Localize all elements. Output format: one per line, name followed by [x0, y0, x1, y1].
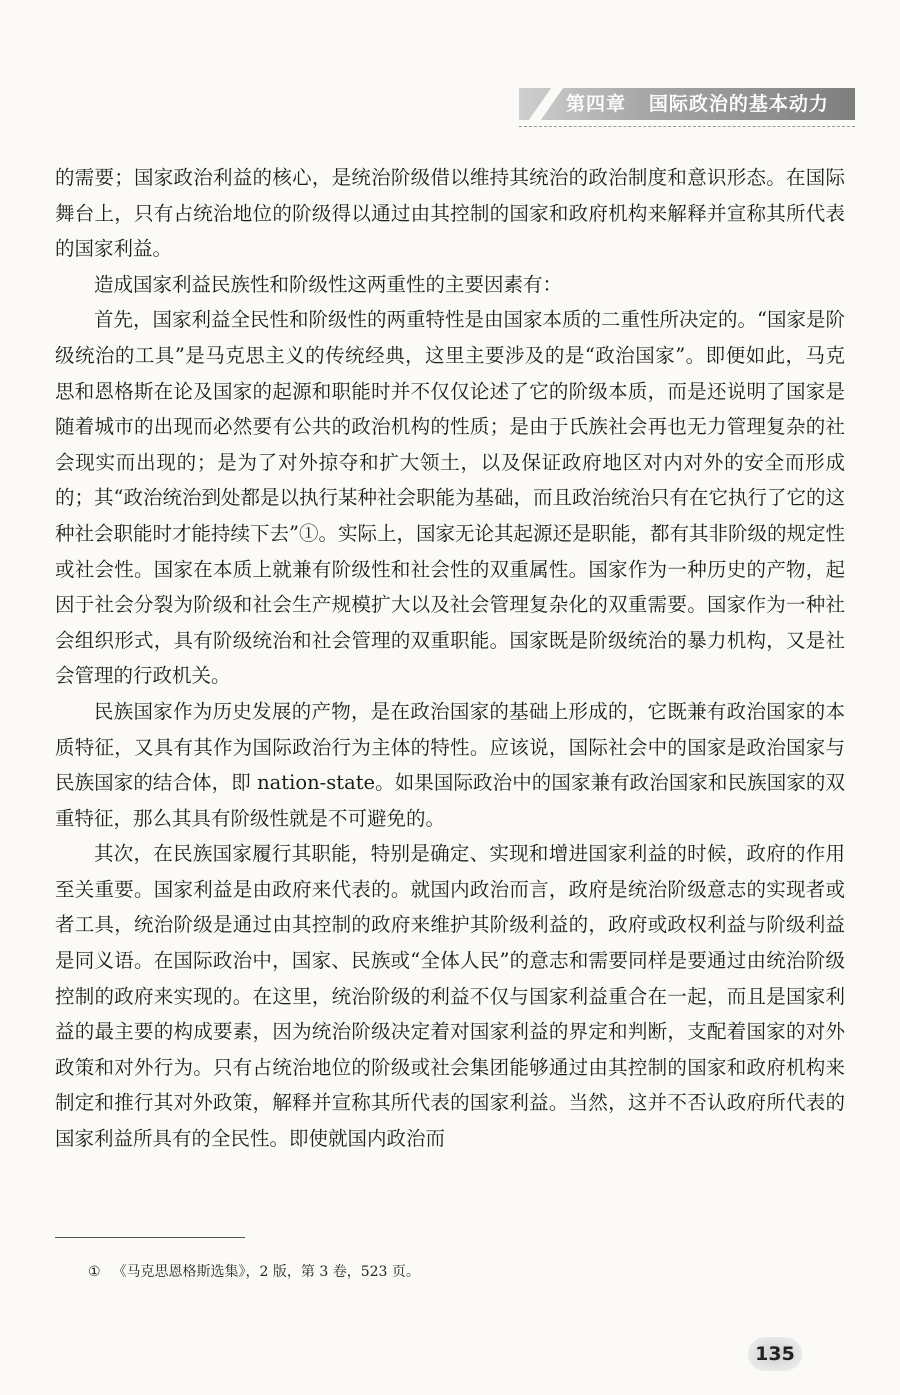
header-divider — [519, 126, 855, 127]
chapter-title: 第四章 国际政治的基本动力 — [566, 93, 829, 115]
paragraph: 的需要；国家政治利益的核心，是统治阶级借以维持其统治的政治制度和意识形态。在国际舞台上，只有占统治地位的阶级得以通过由其控制的国家和政府机构来解释并宣称其所代表的国家利益。 — [55, 166, 845, 261]
page-number: 135 — [748, 1337, 802, 1371]
footnote-mark: ① — [88, 1264, 101, 1280]
paragraph: 首先，国家利益全民性和阶级性的两重特性是由国家本质的二重性所决定的。“国家是阶级统治的工具”是马克思主义的传统经典，这里主要涉及的是“政治国家”。即便如此，马克思和恩格斯在论及国家的起源和职能时并不仅仅论述了它的阶级本质，而是还说明了国家是随着城市的出现而必然要有公共的政治机构的性质；是由于氏族社会再也无力管理复杂的社会现实而出现的；是为了对外掠夺和扩大领土，以及保证政府地区对内对外的安全而形成的；其“政治统治到处都是以执行某种社会职能为基础，而且政治统治只有在它执行了它的这种社会职能时才能持续下去”①。实际上，国家无论其起源还是职能，都有其非阶级的规定性或社会性。国家在本质上就兼有阶级性和社会性的双重属性。国家作为一种历史的产物，起因于社会分裂为阶级和社会生产规模扩大以及社会管理复杂化的双重需要。国家作为一种社会组织形式，具有阶级统治和社会管理的双重职能。国家既是阶级统治的暴力机构，又是社会管理的行政机关。 — [55, 308, 845, 688]
footnote-text: 《马克思恩格斯选集》，2 版，第 3 卷，523 页。 — [112, 1264, 420, 1280]
footnote — [88, 1262, 420, 1282]
body-text — [55, 160, 845, 1157]
paragraph: 造成国家利益民族性和阶级性这两重性的主要因素有： — [94, 272, 563, 296]
footnote-divider — [55, 1237, 245, 1238]
paragraph: 民族国家作为历史发展的产物，是在政治国家的基础上形成的，它既兼有政治国家的本质特征，又具有其作为国际政治行为主体的特性。应该说，国际社会中的国家是政治国家与民族国家的结合体，即 nation-state。如果国际政治中的国家兼有政治国家和民族国家的双重特征，那么其具有阶级性就是不可避免的。 — [55, 699, 845, 830]
paragraph: 其次，在民族国家履行其职能，特别是确定、实现和增进国家利益的时候，政府的作用至关重要。国家利益是由政府来代表的。就国内政治而言，政府是统治阶级意志的实现者或者工具，统治阶级是通过由其控制的政府来维护其阶级利益的，政府或政权利益与阶级利益是同义语。在国际政治中，国家、民族或“全体人民”的意志和需要同样是要通过由统治阶级控制的政府来实现的。在这里，统治阶级的利益不仅与国家利益重合在一起，而且是国家利益的最主要的构成要素，因为统治阶级决定着对国家利益的界定和判断，支配着国家的对外政策和对外行为。只有占统治地位的阶级或社会集团能够通过由其控制的国家和政府机构来制定和推行其对外政策，解释并宣称其所代表的国家利益。当然，这并不否认政府所代表的国家利益所具有的全民性。即使就国内政治而 — [55, 842, 845, 1151]
